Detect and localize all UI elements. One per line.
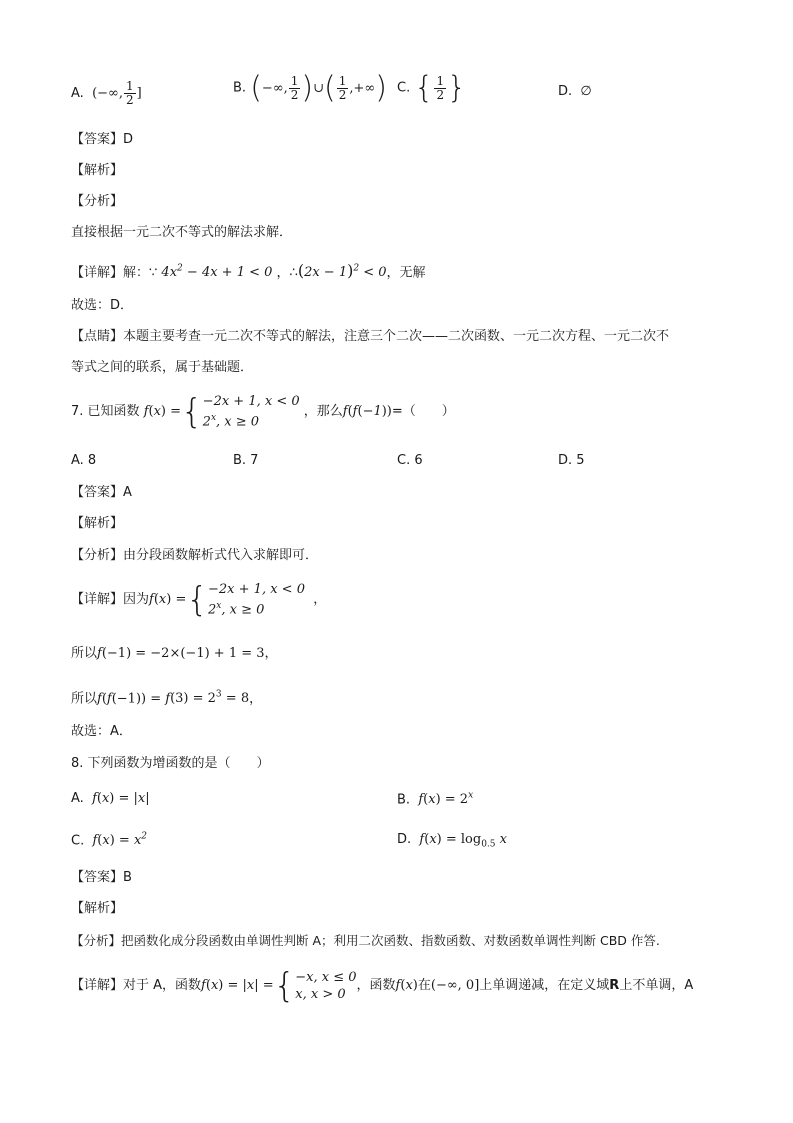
q7-fenxi: 【分析】由分段函数解析式代入求解即可．	[71, 548, 319, 563]
q6-dianjing-line1: 【点睛】本题主要考查一元二次不等式的解法，注意三个二次——二次函数、一元二次方程、一元二次不	[71, 329, 670, 344]
q6-option-d[interactable]: D. ∅	[558, 84, 592, 99]
q7-option-a[interactable]: A. 8	[71, 453, 97, 468]
q6-guxuan: 故选：D．	[71, 298, 134, 313]
q6-xiangjie: 【详解】解：∵ $4x^2 - 4x + 1 < 0$ ，∴(2x − 1)$^2$ < 0，无解	[71, 261, 426, 281]
abs-piecewise: { −x, x ≤ 0 x, x > 0	[273, 966, 357, 1006]
q7-answer: 【答案】A	[71, 485, 132, 500]
q8-stem: 8. 下列函数为增函数的是（ ）	[71, 756, 270, 771]
q6-dianjing-line2: 等式之间的联系，属于基础题．	[71, 360, 254, 375]
q6-option-a-math: (−∞, $\frac{1}{2}$ ]	[87, 79, 142, 107]
q8-fenxi: 【分析】把函数化成分段函数由单调性判断 A；利用二次函数、指数函数、对数函数单调性判断 CBD 作答.	[71, 933, 660, 948]
q7-jiexi: 【解析】	[71, 516, 124, 531]
empty-set-symbol: ∅	[580, 84, 592, 99]
q6-jiexi: 【解析】	[71, 163, 124, 178]
q6-option-c[interactable]: C. { $\frac{1}{2}$ }	[397, 70, 467, 105]
q6-fenxi-text: 直接根据一元二次不等式的解法求解．	[71, 225, 293, 240]
q7-stem: 7. 已知函数 f(x) = { −2x + 1, x < 0 2$^x$, x ≥ 0 ，那么f(f(−1))=（ ）	[71, 391, 455, 432]
inequality-math: $4x^2 - 4x + 1 < 0$	[157, 264, 277, 281]
q7-guxuan: 故选：A．	[71, 724, 132, 739]
q6-option-b[interactable]: B. (−∞, $\frac{1}{2}$ )∪( $\frac{1}{2}$ ,+∞)	[233, 70, 387, 105]
q6-option-b-math: (−∞, $\frac{1}{2}$ )∪( $\frac{1}{2}$ ,+∞)	[250, 70, 387, 105]
q8-option-c[interactable]: C. $f(x) = x^2$	[71, 832, 148, 849]
q8-answer: 【答案】B	[71, 870, 132, 885]
q7-xiangjie: 【详解】因为f(x) = { −2x + 1, x < 0 2$^x$, x ≥ 0 ，	[71, 579, 327, 620]
q7-option-c[interactable]: C. 6	[397, 453, 423, 468]
q6-option-c-math: { $\frac{1}{2}$ }	[414, 70, 467, 105]
square-inequality-math: $(2x - 1)^2 < 0$	[297, 261, 387, 281]
q8-option-a[interactable]: A. f(x) = |x|	[71, 791, 150, 806]
q7-suoyi2: 所以$f(f(-1)) = f(3) = 2^3 = 8$，	[71, 690, 263, 707]
q6-fenxi-label: 【分析】	[71, 194, 124, 209]
q8-jiexi: 【解析】	[71, 901, 124, 916]
piecewise-function-2: { −2x + 1, x < 0 2$^x$, x ≥ 0	[186, 579, 305, 620]
q6-answer: 【答案】D	[71, 132, 134, 147]
q7-option-d[interactable]: D. 5	[558, 453, 585, 468]
q8-option-b[interactable]: B. $f(x) = 2^x$	[397, 791, 474, 808]
q7-suoyi1: 所以f(−1) = −2×(−1) + 1 = 3，	[71, 646, 278, 661]
piecewise-function: { −2x + 1, x < 0 2$^x$, x ≥ 0	[181, 391, 300, 432]
q6-option-a[interactable]: A. (−∞, $\frac{1}{2}$ ]	[71, 79, 142, 107]
q7-option-b[interactable]: B. 7	[233, 453, 259, 468]
q8-xiangjie: 【详解】对于 A，函数f(x) = |x| = { −x, x ≤ 0 x, x > 0 ，函数f(x)在(−∞, 0]上单调递减，在定义域R上不单调，A	[71, 966, 694, 1006]
q8-option-d[interactable]: D. $f(x) = \log_{0.5} x$	[397, 832, 507, 850]
